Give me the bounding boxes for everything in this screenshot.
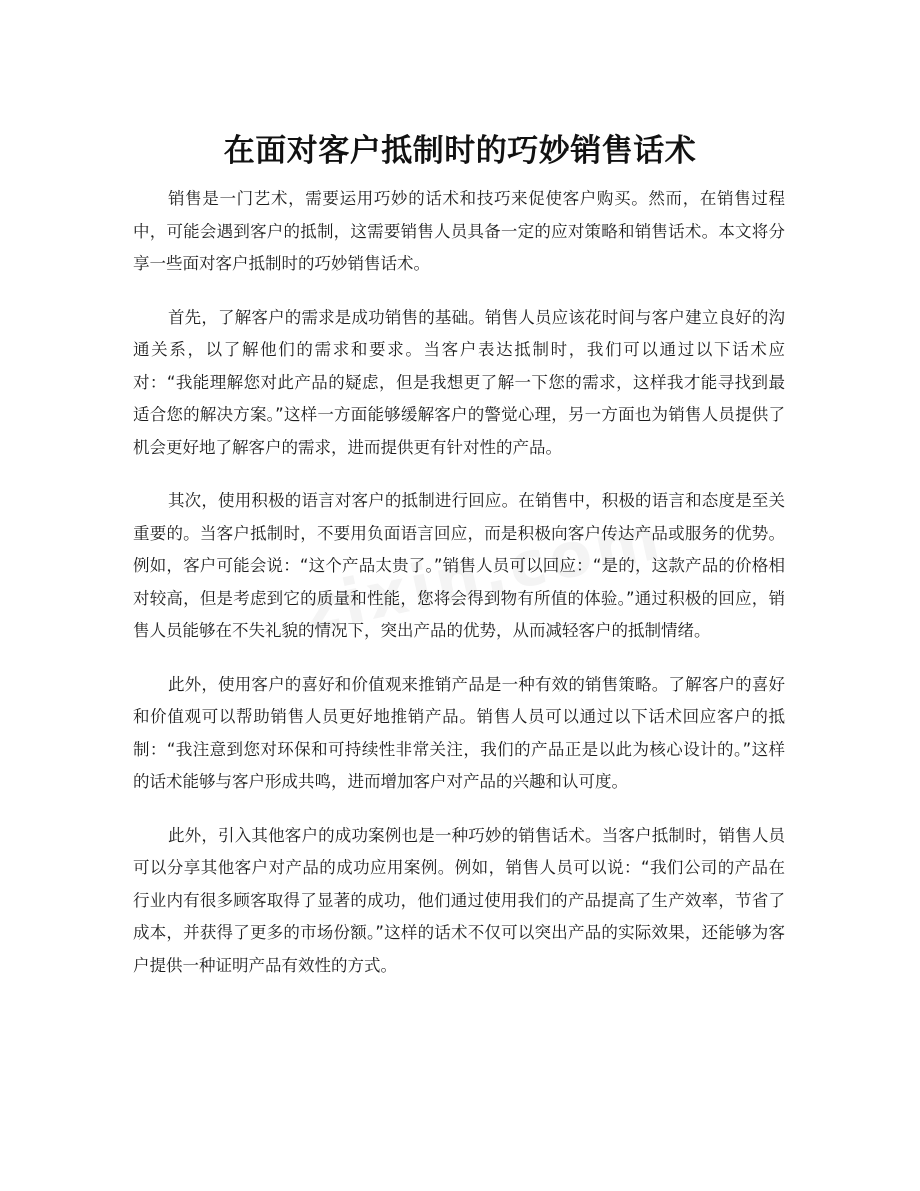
- paragraph-positive-language: 其次，使用积极的语言对客户的抵制进行回应。在销售中，积极的语言和态度是至关重要的。当客户抵制时，不要用负面语言回应，而是积极向客户传达产品或服务的优势。例如，客户可能会说：“这个产品太贵了。”销售人员可以回应：“是的，这款产品的价格相对较高，但是考虑到它的质量和性能，您将会得到物有所值的体验。”通过积极的回应，销售人员能够在不失礼貌的情况下，突出产品的优势，从而减轻客户的抵制情绪。: [133, 491, 785, 640]
- paragraph-intro: 销售是一门艺术，需要运用巧妙的话术和技巧来促使客户购买。然而，在销售过程中，可能会遇到客户的抵制，这需要销售人员具备一定的应对策略和销售话术。本文将分享一些面对客户抵制时的巧妙销售话术。: [133, 189, 785, 273]
- paragraph-understand-needs: 首先，了解客户的需求是成功销售的基础。销售人员应该花时间与客户建立良好的沟通关系，以了解他们的需求和要求。当客户表达抵制时，我们可以通过以下话术应对：“我能理解您对此产品的疑虑，但是我想更了解一下您的需求，这样我才能寻找到最适合您的解决方案。”这样一方面能够缓解客户的警觉心理，另一方面也为销售人员提供了机会更好地了解客户的需求，进而提供更有针对性的产品。: [133, 307, 785, 457]
- document-body: [133, 183, 785, 1003]
- paragraph-customer-values: 此外，使用客户的喜好和价值观来推销产品是一种有效的销售策略。了解客户的喜好和价值观可以帮助销售人员更好地推销产品。销售人员可以通过以下话术回应客户的抵制：“我注意到您对环保和可持续性非常关注，我们的产品正是以此为核心设计的。”这样的话术能够与客户形成共鸣，进而增加客户对产品的兴趣和认可度。: [133, 674, 785, 791]
- paragraph-success-cases: 此外，引入其他客户的成功案例也是一种巧妙的销售话术。当客户抵制时，销售人员可以分享其他客户对产品的成功应用案例。例如，销售人员可以说：“我们公司的产品在行业内有很多顾客取得了显著的成功，他们通过使用我们的产品提高了生产效率，节省了成本，并获得了更多的市场份额。”这样的话术不仅可以突出产品的实际效果，还能够为客户提供一种证明产品有效性的方式。: [133, 825, 785, 975]
- document-title: 在面对客户抵制时的巧妙销售话术: [223, 132, 697, 169]
